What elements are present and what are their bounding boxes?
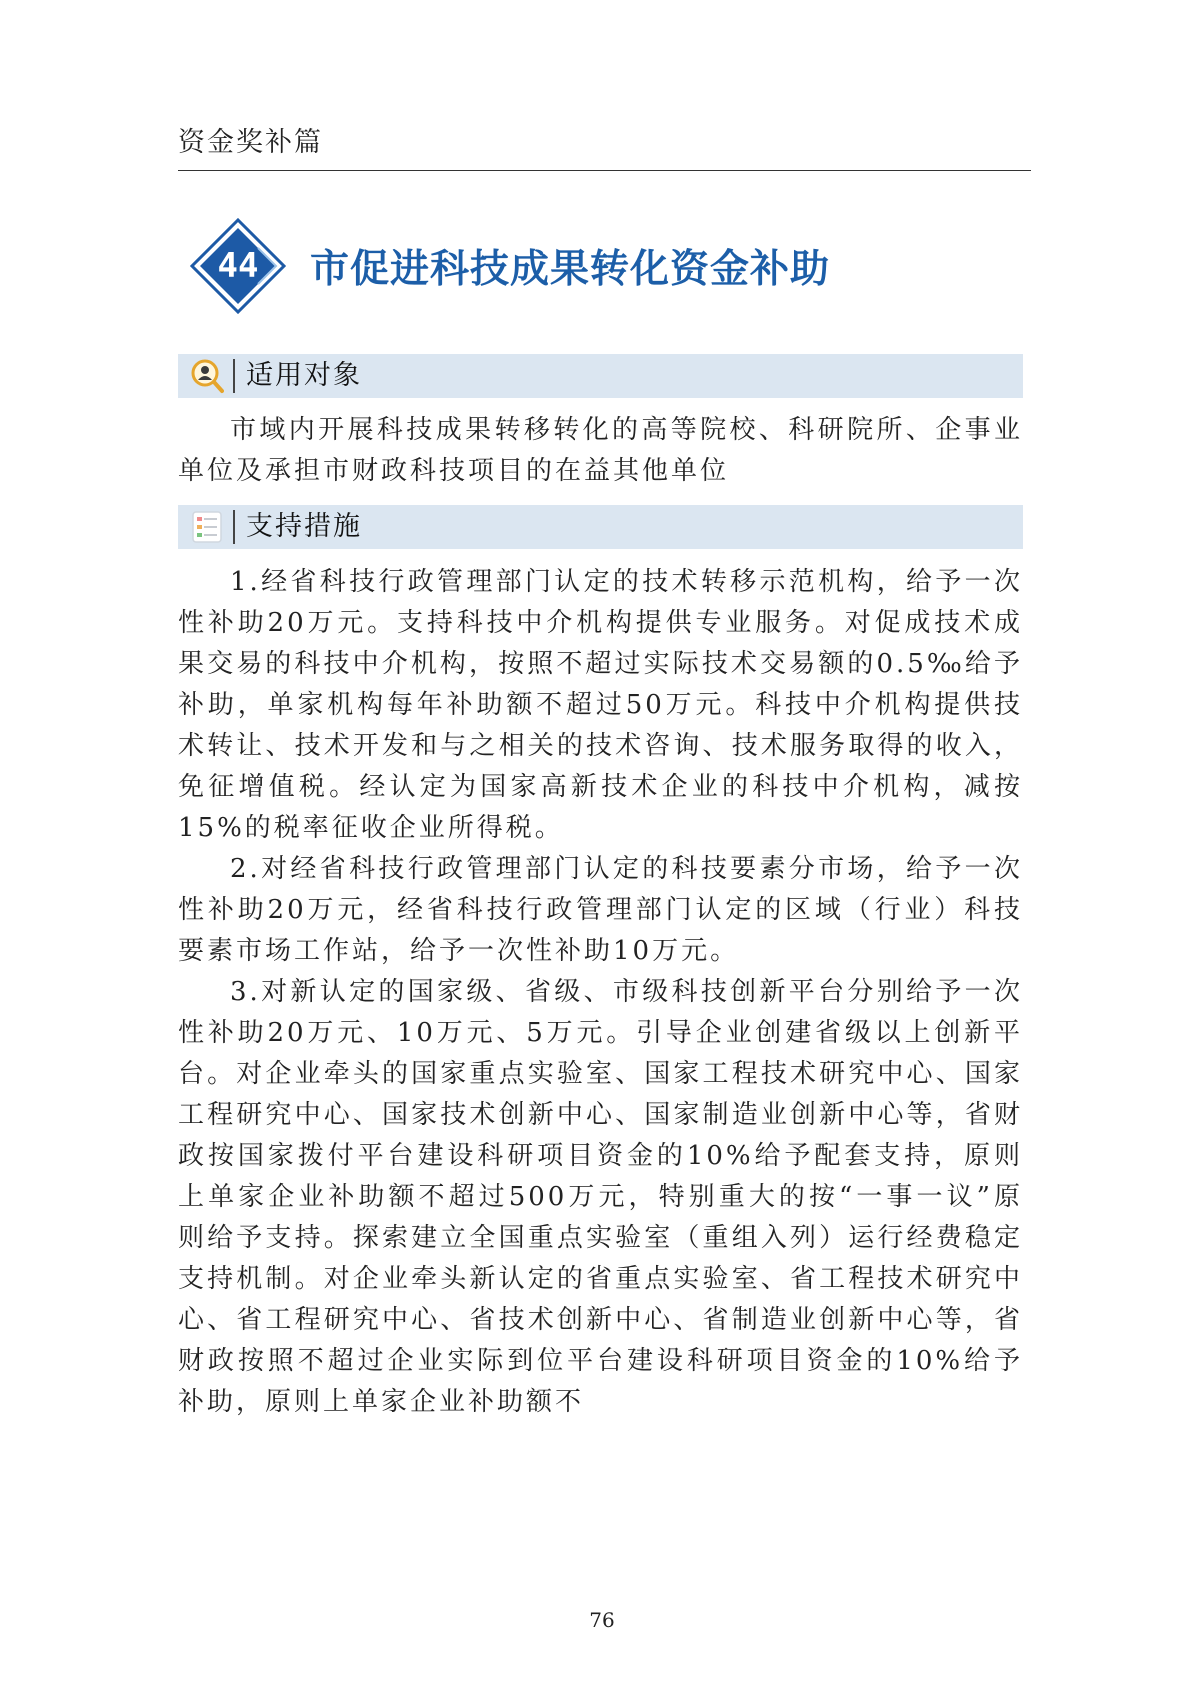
paragraph: 2.对经省科技行政管理部门认定的科技要素分市场，给予一次性补助20万元，经省科技行政管理部门认定的区域（行业）科技要素市场工作站，给予一次性补助10万元。 bbox=[178, 854, 1023, 966]
section-label: 适用对象 bbox=[246, 360, 362, 391]
chapter-heading bbox=[190, 218, 1030, 314]
running-head: 资金奖补篇 bbox=[178, 127, 323, 158]
section-divider bbox=[233, 510, 235, 544]
paragraph: 1.经省科技行政管理部门认定的技术转移示范机构，给予一次性补助20万元。支持科技中介机构提供专业服务。对促成技术成果交易的科技中介机构，按照不超过实际技术交易额的0.5‰给予补助，单家机构每年补助额不超过50万元。科技中介机构提供技术转让、技术开发和与之相关的技术咨询、技术服务取得的收入，免征增值税。经认定为国家高新技术企业的科技中介机构，减按15%的税率征收企业所得税。 bbox=[178, 567, 1023, 843]
search-person-icon bbox=[190, 358, 224, 394]
chapter-number: 44 bbox=[217, 246, 259, 286]
section-header-applicable bbox=[178, 354, 1023, 398]
paragraph: 市域内开展科技成果转移转化的高等院校、科研院所、企事业单位及承担市财政科技项目的在益其他单位 bbox=[178, 415, 1023, 486]
section-header-measures bbox=[178, 505, 1023, 549]
checklist-icon bbox=[190, 509, 224, 545]
section-body-measures bbox=[178, 562, 1023, 1423]
section-label: 支持措施 bbox=[246, 511, 362, 542]
section-divider bbox=[233, 359, 235, 393]
paragraph: 3.对新认定的国家级、省级、市级科技创新平台分别给予一次性补助20万元、10万元、5万元。引导企业创建省级以上创新平台。对企业牵头的国家重点实验室、国家工程技术研究中心、国家工程研究中心、国家技术创新中心、国家制造业创新中心等，省财政按国家拨付平台建设科研项目资金的10%给予配套支持，原则上单家企业补助额不超过500万元，特别重大的按“一事一议”原则给予支持。探索建立全国重点实验室（重组入列）运行经费稳定支持机制。对企业牵头新认定的省重点实验室、省工程技术研究中心、省工程研究中心、省技术创新中心、省制造业创新中心等，省财政按照不超过企业实际到位平台建设科研项目资金的10%给予补助，原则上单家企业补助额不 bbox=[178, 977, 1023, 1417]
section-body-applicable bbox=[178, 410, 1023, 492]
header-rule bbox=[178, 170, 1031, 171]
chapter-title: 市促进科技成果转化资金补助 bbox=[310, 246, 831, 292]
page-number: 76 bbox=[589, 1608, 615, 1632]
